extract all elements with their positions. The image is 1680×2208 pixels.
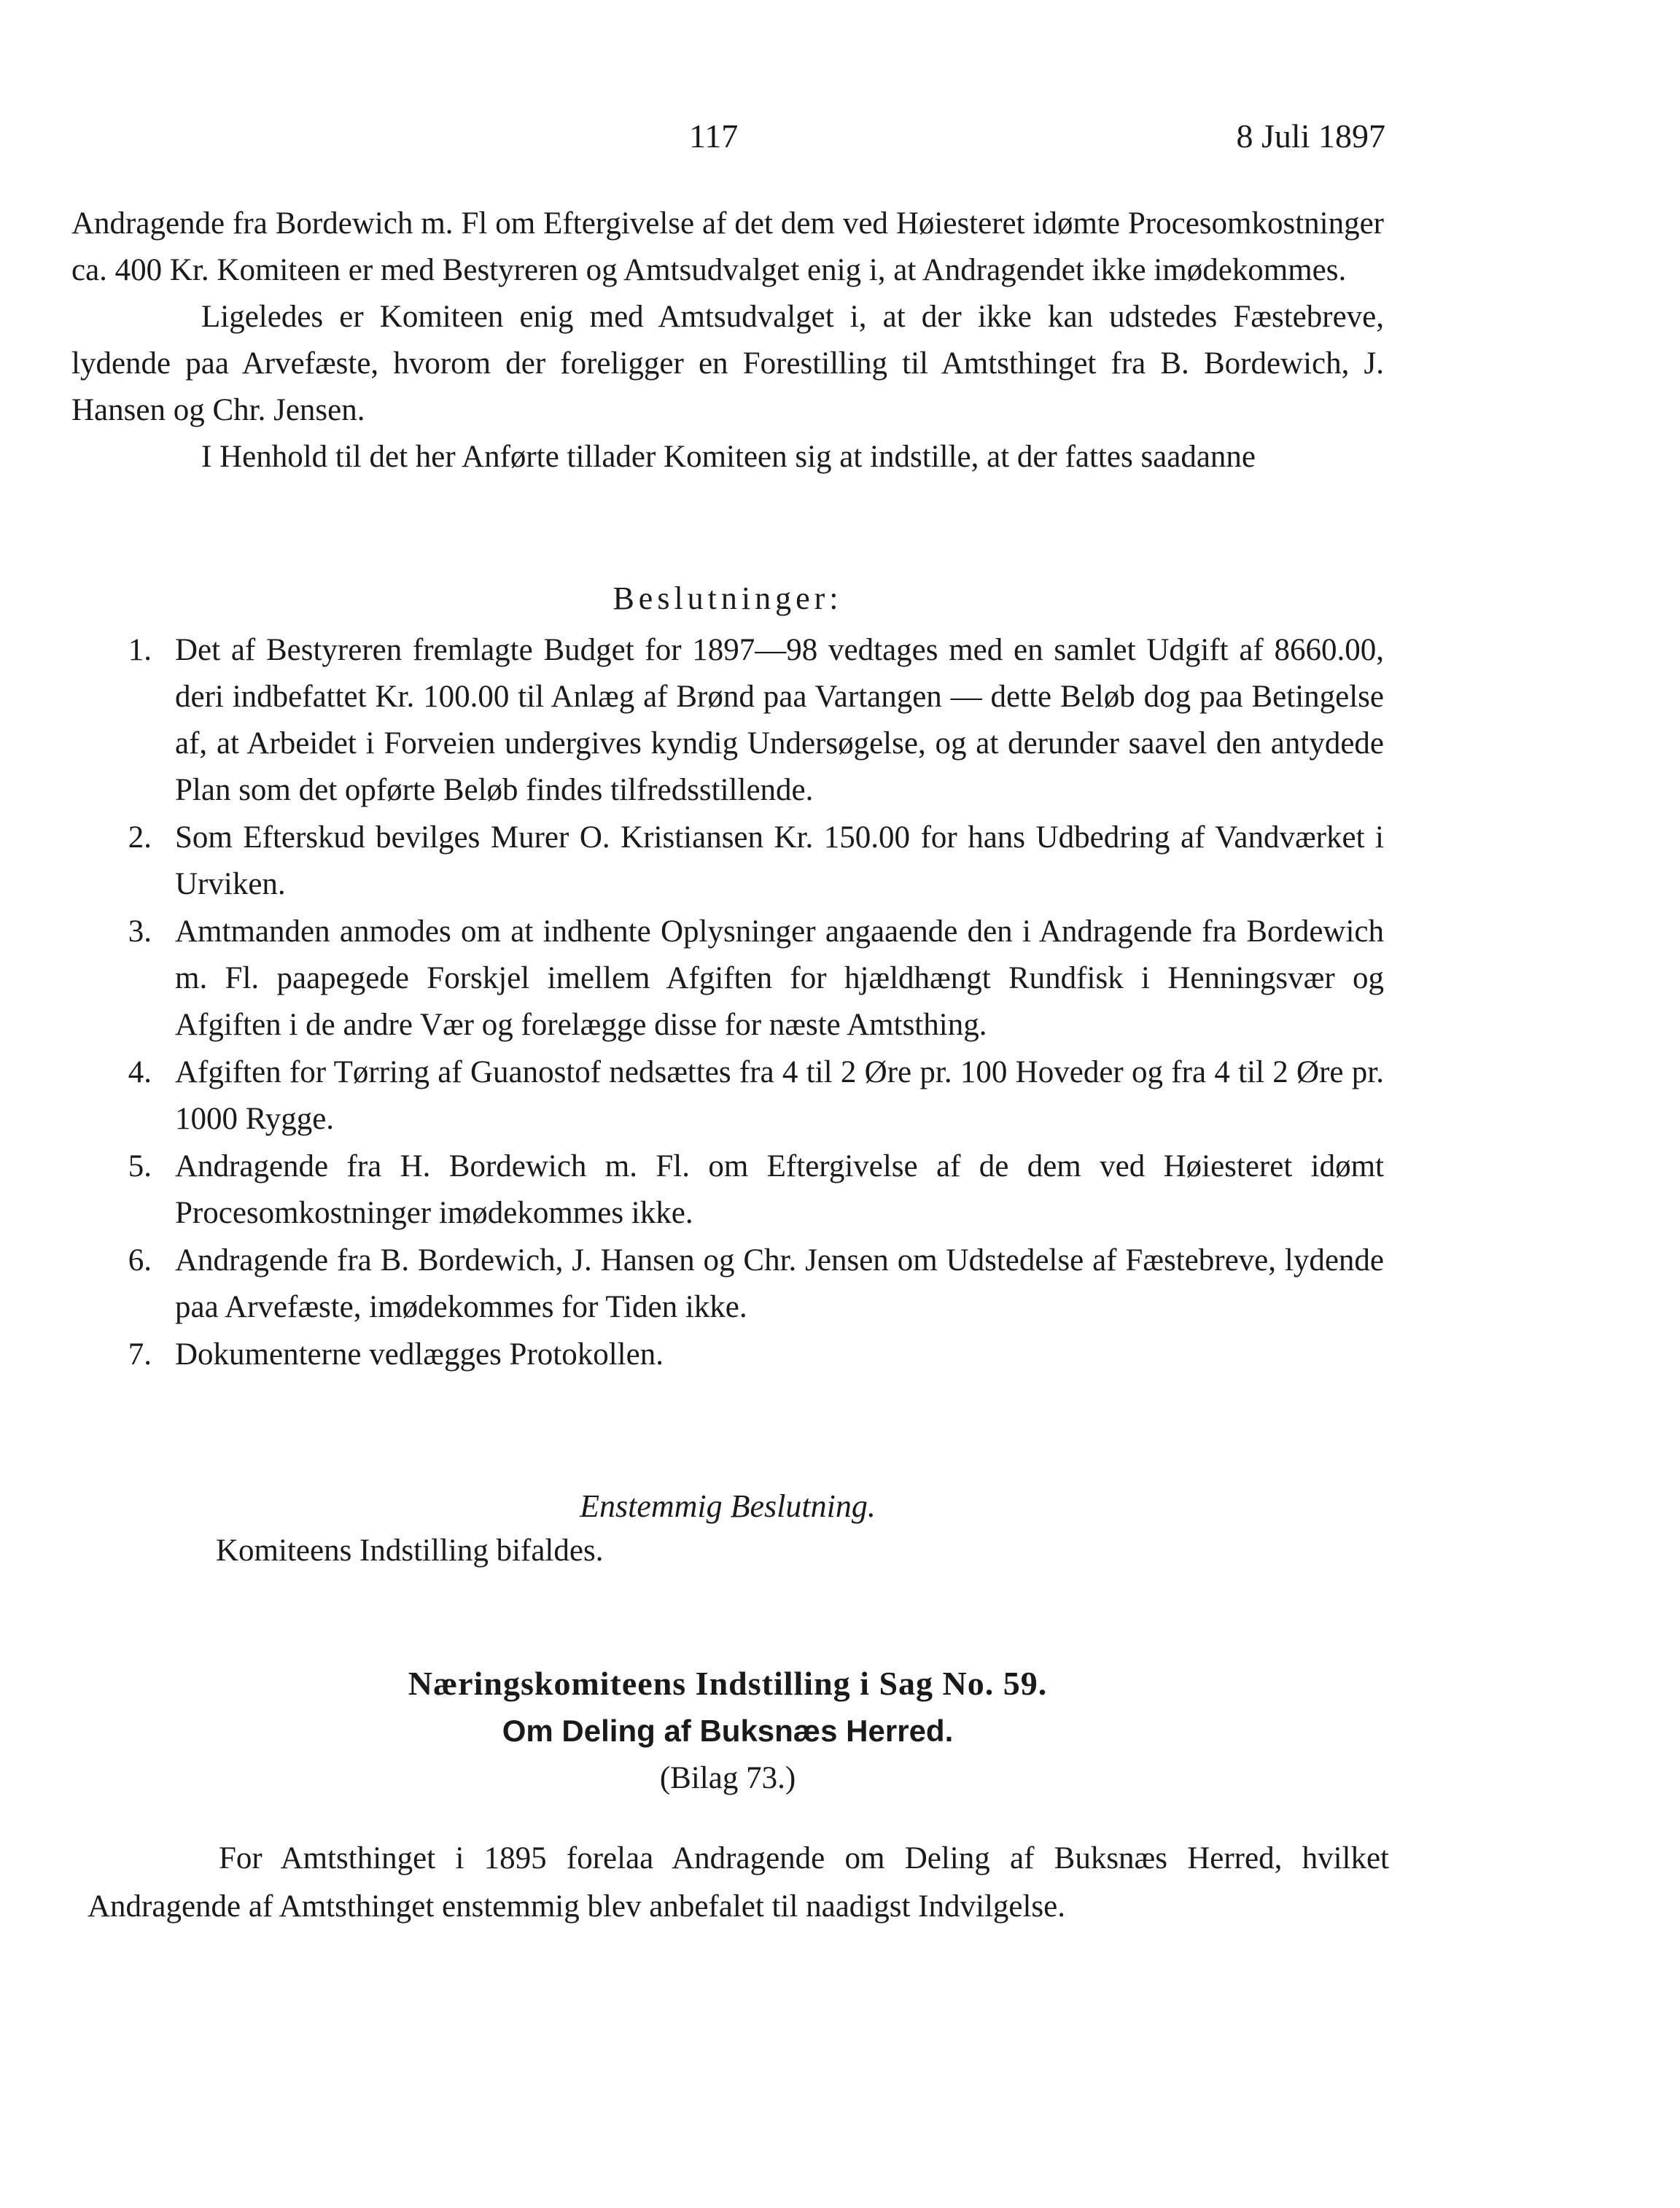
intro-paragraph-3: I Henhold til det her Anførte tillader Komiteen sig at indstille, at der fattes saadanne	[201, 440, 1256, 474]
closing-paragraph: For Amtsthinget i 1895 forelaa Andragende om Deling af Buksnæs Herred, hvilket Andragende af Amtsthinget enstemmig blev anbefalet til naadigst Indvilgelse.	[88, 1841, 1389, 1924]
decision-text: Andragende fra B. Bordewich, J. Hansen og Chr. Jensen om Udstedelse af Fæstebreve, lydende paa Arvefæste, imødekommes for Tiden ikke.	[175, 1243, 1384, 1324]
decision-item	[71, 1332, 1384, 1378]
decision-text: Det af Bestyreren fremlagte Budget for 1897—98 vedtages med en samlet Udgift af 8660.00, deri indbefattet Kr. 100.00 til Anlæg af Brønd paa Vartangen — dette Beløb dog paa Betingelse af, at Arbeidet i Forveien undergives kyndig Undersøgelse, og at derunder saavel den antydede Plan som det opførte Beløb findes tilfredsstillende.	[175, 633, 1384, 807]
decision-item	[71, 1049, 1384, 1143]
decision-number: 2.	[128, 820, 152, 855]
page-number: 117	[689, 117, 739, 155]
section-subtitle: Om Deling af Buksnæs Herred.	[502, 1714, 954, 1748]
decision-item	[71, 1143, 1384, 1237]
appendix-reference: (Bilag 73.)	[659, 1761, 796, 1795]
page-header	[73, 117, 1385, 160]
closing-section	[88, 1835, 1389, 1931]
decision-item	[71, 1237, 1384, 1331]
decision-text: Andragende fra H. Bordewich m. Fl. om Eftergivelse af de dem ved Høiesteret idømt Procesomkostninger imødekommes ikke.	[175, 1149, 1384, 1230]
decision-number: 1.	[128, 633, 152, 667]
decision-text: Som Efterskud bevilges Murer O. Kristiansen Kr. 150.00 for hans Udbedring af Vandværket i Urviken.	[175, 820, 1384, 901]
decisions-list	[71, 627, 1384, 1379]
decision-number: 7.	[128, 1337, 152, 1372]
decision-text: Amtmanden anmodes om at indhente Oplysninger angaaende den i Andragende fra Bordewich m. Fl. paapegede Forskjel imellem Afgiften for hjældhængt Rundfisk i Henningsvær og Afgiften i de andre Vær og forelægge disse for næste Amtsthing.	[175, 914, 1384, 1042]
decision-item	[71, 627, 1384, 814]
page-date: 8 Juli 1897	[1236, 117, 1385, 155]
decision-item	[71, 815, 1384, 908]
intro-section	[71, 201, 1384, 481]
decision-item	[71, 909, 1384, 1049]
decision-text: Dokumenterne vedlægges Protokollen.	[175, 1337, 664, 1372]
approval-statement: Komiteens Indstilling bifaldes.	[216, 1533, 604, 1568]
unanimous-decision-label: Enstemmig Beslutning.	[580, 1488, 876, 1524]
intro-paragraph-2: Ligeledes er Komiteen enig med Amtsudvalget i, at der ikke kan udstedes Fæstebreve, lydende paa Arvefæste, hvorom der foreligger en Forestilling til Amtsthinget fra B. Bordewich, J. Hansen og Chr. Jensen.	[71, 300, 1384, 427]
decision-text: Afgiften for Tørring af Guanostof nedsættes fra 4 til 2 Øre pr. 100 Hoveder og fra 4 til 2 Øre pr. 1000 Rygge.	[175, 1055, 1384, 1136]
decision-number: 6.	[128, 1243, 152, 1278]
intro-paragraph-1: Andragende fra Bordewich m. Fl om Eftergivelse af det dem ved Høiesteret idømte Procesomkostninger ca. 400 Kr. Komiteen er med Bestyreren og Amtsudvalget enig i, at Andragendet ikke imødekommes.	[71, 206, 1384, 287]
decision-number: 4.	[128, 1055, 152, 1089]
section-title: Næringskomiteens Indstilling i Sag No. 59.	[408, 1665, 1048, 1702]
decisions-heading: Beslutninger:	[612, 580, 843, 616]
decision-number: 5.	[128, 1149, 152, 1183]
decision-number: 3.	[128, 914, 152, 949]
